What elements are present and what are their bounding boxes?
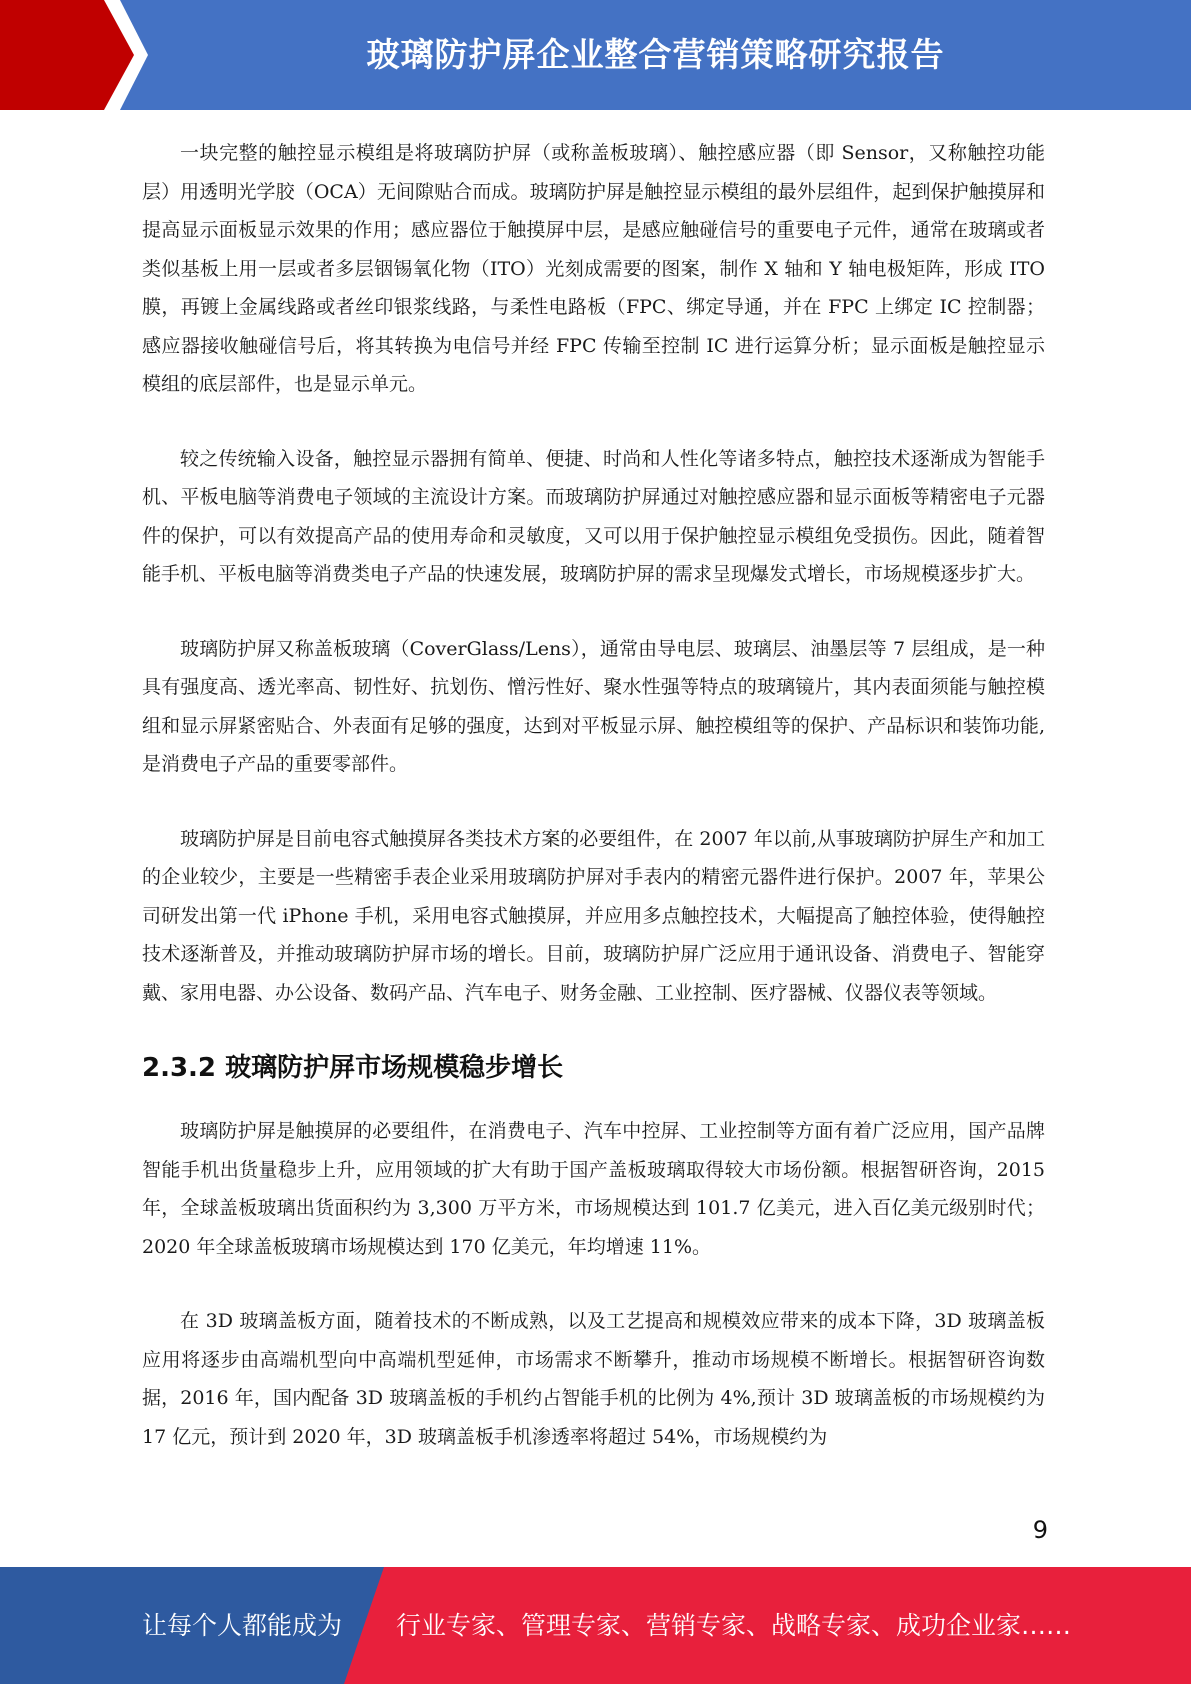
footer-slogan-left: 让每个人都能成为 — [142, 1611, 343, 1640]
page-content — [142, 134, 1045, 1492]
footer-slogan-right: 行业专家、管理专家、营销专家、战略专家、成功企业家…… — [396, 1611, 1072, 1640]
section-heading: 2.3.2 玻璃防护屏市场规模稳步增长 — [142, 1053, 564, 1083]
page-header — [0, 0, 1191, 110]
paragraph-3: 玻璃防护屏又称盖板玻璃（CoverGlass/Lens），通常由导电层、玻璃层、油墨层等 7 层组成，是一种具有强度高、透光率高、韧性好、抗划伤、憎污性好、聚水性强等特点的玻璃镜片，其内表面须能与触控模组和显示屏紧密贴合、外表面有足够的强度，达到对平板显示屏、触控模组等的保护、产品标识和装饰功能,是消费电子产品的重要零部件。 — [142, 637, 1045, 775]
report-title: 玻璃防护屏企业整合营销策略研究报告 — [366, 35, 945, 74]
paragraph-4: 玻璃防护屏是目前电容式触摸屏各类技术方案的必要组件，在 2007 年以前,从事玻璃防护屏生产和加工的企业较少，主要是一些精密手表企业采用玻璃防护屏对手表内的精密元器件进行保护。2007 年，苹果公司研发出第一代 iPhone 手机，采用电容式触摸屏，并应用多点触控技术，大幅提高了触控体验，使得触控技术逐渐普及，并推动玻璃防护屏市场的增长。目前，玻璃防护屏广泛应用于通讯设备、消费电子、智能穿戴、家用电器、办公设备、数码产品、汽车电子、财务金融、工业控制、医疗器械、仪器仪表等领域。 — [142, 827, 1045, 1004]
section-paragraph-2: 在 3D 玻璃盖板方面，随着技术的不断成熟，以及工艺提高和规模效应带来的成本下降，3D 玻璃盖板应用将逐步由高端机型向中高端机型延伸，市场需求不断攀升，推动市场规模不断增长。根据智研咨询数据，2016 年，国内配备 3D 玻璃盖板的手机约占智能手机的比例为 4%,预计 3D 玻璃盖板的市场规模约为 17 亿元，预计到 2020 年，3D 玻璃盖板手机渗透率将超过 54%，市场规模约为 — [142, 1310, 1045, 1448]
paragraph-2: 较之传统输入设备，触控显示器拥有简单、便捷、时尚和人性化等诸多特点，触控技术逐渐成为智能手机、平板电脑等消费电子领域的主流设计方案。而玻璃防护屏通过对触控感应器和显示面板等精密电子元器件的保护，可以有效提高产品的使用寿命和灵敏度，又可以用于保护触控显示模组免受损伤。因此，随着智能手机、平板电脑等消费类电子产品的快速发展，玻璃防护屏的需求呈现爆发式增长，市场规模逐步扩大。 — [142, 447, 1045, 585]
page-number: 9 — [1032, 1516, 1048, 1544]
paragraph-1: 一块完整的触控显示模组是将玻璃防护屏（或称盖板玻璃）、触控感应器（即 Sensor，又称触控功能层）用透明光学胶（OCA）无间隙贴合而成。玻璃防护屏是触控显示模组的最外层组件，起到保护触摸屏和提高显示面板显示效果的作用；感应器位于触摸屏中层，是感应触碰信号的重要电子元件，通常在玻璃或者类似基板上用一层或者多层铟锡氧化物（ITO）光刻成需要的图案，制作 X 轴和 Y 轴电极矩阵，形成 ITO 膜，再镀上金属线路或者丝印银浆线路，与柔性电路板（FPC、绑定导通，并在 FPC 上绑定 IC 控制器；感应器接收触碰信号后，将其转换为电信号并经 FPC 传输至控制 IC 进行运算分析；显示面板是触控显示模组的底层部件，也是显示单元。 — [142, 142, 1045, 395]
page-footer — [0, 1567, 1191, 1684]
section-paragraph-1: 玻璃防护屏是触摸屏的必要组件，在消费电子、汽车中控屏、工业控制等方面有着广泛应用，国产品牌智能手机出货量稳步上升，应用领域的扩大有助于国产盖板玻璃取得较大市场份额。根据智研咨询，2015 年，全球盖板玻璃出货面积约为 3,300 万平方米，市场规模达到 101.7 亿美元，进入百亿美元级别时代；2020 年全球盖板玻璃市场规模达到 170 亿美元，年均增速 11%。 — [142, 1120, 1045, 1258]
